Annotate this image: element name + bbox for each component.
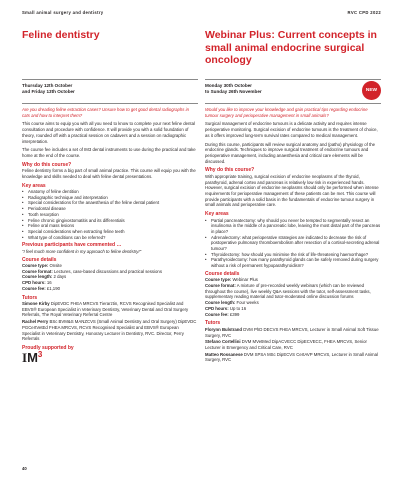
detail-value: 2 days bbox=[52, 274, 67, 280]
why-text: Feline dentistry forms a big part of small animal practice. This course will equip you with the knowledge and skills needed to deal with feline dental presentations. bbox=[22, 168, 196, 179]
detail-value: Webinar Plus bbox=[231, 277, 258, 283]
tutor-description: DipEVDC FHEA MRCVS Tierarztin, RCVS Recognised Specialist and EBVS® European Specialist in Veterinary Dentistry, Veterinary Dental and Oral Surgery Referrals, The Royal Veterinary Referral Centre bbox=[22, 301, 189, 318]
tutors-heading: Tutors bbox=[205, 320, 221, 327]
why-heading: Why do this course? bbox=[205, 167, 255, 174]
detail-value: Up to 16 bbox=[228, 305, 247, 311]
tutor-description: DVM PhD DECVS FHEA MRCVS, Lecturer in Small Animal Soft Tissue Surgery, RVC bbox=[205, 326, 379, 338]
tutor-description: BSc BVM&S MANZCVS (Small Animal Dentistry and Oral Surgery) DipEVDC PGCertVetEd FHEA MRCVS, RCVS Recognised Specialist and EBVS® European Specialist in Veterinary Dentistry, Honorary Lecturer in Dentistry, RVC. Director, Perry Referrals bbox=[22, 319, 197, 342]
course-details-heading: Course details bbox=[22, 256, 57, 263]
divider bbox=[22, 79, 198, 80]
im3-logo bbox=[22, 349, 198, 365]
detail-value: Four weeks bbox=[235, 300, 259, 306]
detail-key: Course length: bbox=[205, 300, 236, 306]
list-item: • Feline oral mass lesions bbox=[22, 223, 198, 229]
key-areas-list bbox=[22, 189, 198, 240]
page-number: 40 bbox=[22, 466, 27, 471]
list-item: • Radiographic technique and interpretation bbox=[22, 195, 198, 201]
paragraph: Surgical management of endocrine tumours is a delicate activity and requires intense perioperative monitoring. Surgical excision of endocrine tumours is the treatment of choice, as it offers improved long-term survival rates compared to medical management. bbox=[205, 121, 378, 138]
date-line: and Friday 13th October bbox=[22, 88, 75, 94]
detail-value: Lectures, case-based discussions and practical sessions bbox=[52, 268, 162, 274]
detail-key: Course length: bbox=[22, 274, 53, 280]
tutor-name: Stefano Cortellini bbox=[205, 339, 241, 345]
tutor-name: Rachel Perry bbox=[22, 319, 49, 325]
brochure-label: RVC CPD 2022 bbox=[347, 10, 381, 15]
tutor-name: Matteo Rossanese bbox=[205, 351, 243, 357]
paragraph: This course aims to equip you with all you need to know to complete your next feline dental consultation and procedure with confidence. It will provide you with a solid foundation of theory, rounded off with a practical session on cadavers and a session on radiographic interpretation. bbox=[22, 121, 195, 144]
course-dates bbox=[205, 83, 381, 103]
intro-text: Would you like to improve your knowledge and gain practical tips regarding endocrine tumour surgery and perioperative management in small animals? bbox=[205, 107, 368, 118]
detail-value: A mixture of pre-recorded weekly webinars (which can be reviewed throughout the course), live weekly Q&A sessions with the tutor, self-assessment tasks, supplementary reading material and tutor-moderated online discussion forums bbox=[205, 283, 371, 300]
why-heading: Why do this course? bbox=[22, 161, 72, 168]
testimonial-quote: "I feel much more confident in my approach to feline dentistry!" bbox=[22, 248, 142, 254]
tutor-entry bbox=[22, 319, 198, 342]
list-item: • Partial pancreatectomy: why should you never be tempted to segmentally resect an insulinoma in the middle of a pancreatic lobe, leaving the most distal part of the pancreas in place? bbox=[205, 218, 381, 235]
previous-participants-heading: Previous participants have commented … bbox=[22, 242, 122, 249]
list-item: • Periodontal disease bbox=[22, 206, 198, 212]
tutors-heading: Tutors bbox=[22, 294, 38, 301]
tutor-description: DVM SPSA MSc DipECVS CertAVP MRCVS, Lecturer in Small Animal Surgery, RVC bbox=[205, 351, 378, 363]
detail-key: Course fee: bbox=[205, 311, 229, 317]
detail-key: Course format: bbox=[205, 283, 236, 289]
divider bbox=[205, 103, 381, 104]
detail-value: £399 bbox=[228, 311, 240, 317]
detail-key: CPD hours: bbox=[22, 280, 46, 286]
why-text: With appropriate training, surgical excision of endocrine neoplasms of the thyroid, parathyroid, adrenal cortex and pancreas is relatively low risk in experienced hands. However, surgical excision of endocrine neoplasms should only be performed when intense requirements for perioperative management of these patients can be met. This course will provide participants with a solid basis in the fundamentals of endocrine tumour surgery in small animals and perioperative care. bbox=[205, 173, 379, 208]
list-item: • Special considerations when extracting feline teeth bbox=[22, 229, 198, 235]
list-item: • Thyroidectomy: how should you minimise the risk of life-threatening haemorrhage? bbox=[205, 252, 381, 258]
endocrine-surgery-column bbox=[205, 29, 381, 364]
list-item: • Special considerations for the anaesthesia of the feline dental patient bbox=[22, 200, 198, 206]
list-item: • Parathyroidectomy: how many parathyroid glands can be safely removed during surgery without a risk of permanent hypoparathyroidism? bbox=[205, 257, 381, 268]
list-item: • Adrenalectomy: what perioperative strategies are indicated to decrease the risk of postoperative pulmonary thromboembolism after resection of a cortisol-secreting adrenal tumour? bbox=[205, 235, 381, 252]
detail-row bbox=[22, 286, 198, 292]
feline-dentistry-column bbox=[22, 29, 198, 365]
paragraph: The course fee includes a set of IM3 dental instruments to use during the practical and take home at the end of the course. bbox=[22, 147, 196, 158]
key-areas-list bbox=[205, 218, 381, 269]
detail-key: Course type: bbox=[205, 277, 232, 283]
course-title: Feline dentistry bbox=[22, 29, 100, 41]
page-header bbox=[22, 10, 381, 15]
list-item: • What type of conditions can be referred? bbox=[22, 235, 198, 241]
new-badge: NEW bbox=[362, 81, 381, 100]
intro-text: Are you dreading feline extraction cases? Unsure how to get good dental radiographs in cats and how to interpret them? bbox=[22, 107, 189, 118]
logo-letter: M bbox=[27, 349, 38, 365]
tutor-entry bbox=[205, 339, 381, 350]
logo-number: 3 bbox=[37, 349, 43, 359]
detail-value: £1,190 bbox=[45, 285, 60, 291]
course-details bbox=[22, 263, 198, 292]
paragraph: During this course, participants will review surgical anatomy and (patho) physiology of the endocrine glands. Techniques to improve surgical treatment of endocrine tumours and perioperative management, including anaesthesia and critical care elements will be discussed. bbox=[205, 141, 376, 164]
section-label: Small animal surgery and dentistry bbox=[22, 10, 104, 15]
course-title: Webinar Plus: Current concepts in small animal endocrine surgical oncology bbox=[205, 29, 377, 66]
tutor-name: Florynn Bulstrand bbox=[205, 326, 243, 332]
list-item: • Anatomy of feline dentition bbox=[22, 189, 198, 195]
detail-key: CPD hours: bbox=[205, 305, 229, 311]
detail-key: Course format: bbox=[22, 268, 53, 274]
key-areas-heading: Key areas bbox=[205, 211, 229, 218]
date-line: Monday 30th October bbox=[205, 83, 252, 88]
detail-key: Course fee: bbox=[22, 285, 46, 291]
list-item: • Tooth resorption bbox=[22, 212, 198, 218]
course-dates bbox=[22, 83, 198, 103]
detail-row bbox=[205, 283, 381, 300]
detail-value: Onsite bbox=[48, 263, 62, 269]
tutor-entry bbox=[22, 301, 198, 318]
course-details-heading: Course details bbox=[205, 270, 240, 277]
key-areas-heading: Key areas bbox=[22, 182, 46, 189]
detail-value: 16 bbox=[45, 280, 52, 286]
tutor-entry bbox=[205, 352, 381, 363]
list-item: • Feline chronic gingivostomatitis and its differentials bbox=[22, 218, 198, 224]
tutor-entry bbox=[205, 327, 381, 338]
date-line: Thursday 12th October bbox=[22, 83, 73, 88]
detail-key: Course type: bbox=[22, 263, 49, 269]
detail-row bbox=[205, 312, 381, 318]
tutor-description: DVM MVetMed DipACVECC DipECVECC, FHEA MRCVS, Senior Lecturer in Emergency and Critical Care, RVC bbox=[205, 339, 367, 350]
divider bbox=[205, 79, 381, 80]
tutor-name: Simone Kirby bbox=[22, 301, 50, 307]
sponsor-heading: Proudly supported by bbox=[22, 345, 74, 351]
logo-letter: I bbox=[22, 349, 28, 365]
divider bbox=[22, 103, 198, 104]
date-line: to Sunday 26th November bbox=[205, 88, 262, 94]
course-details bbox=[205, 277, 381, 317]
